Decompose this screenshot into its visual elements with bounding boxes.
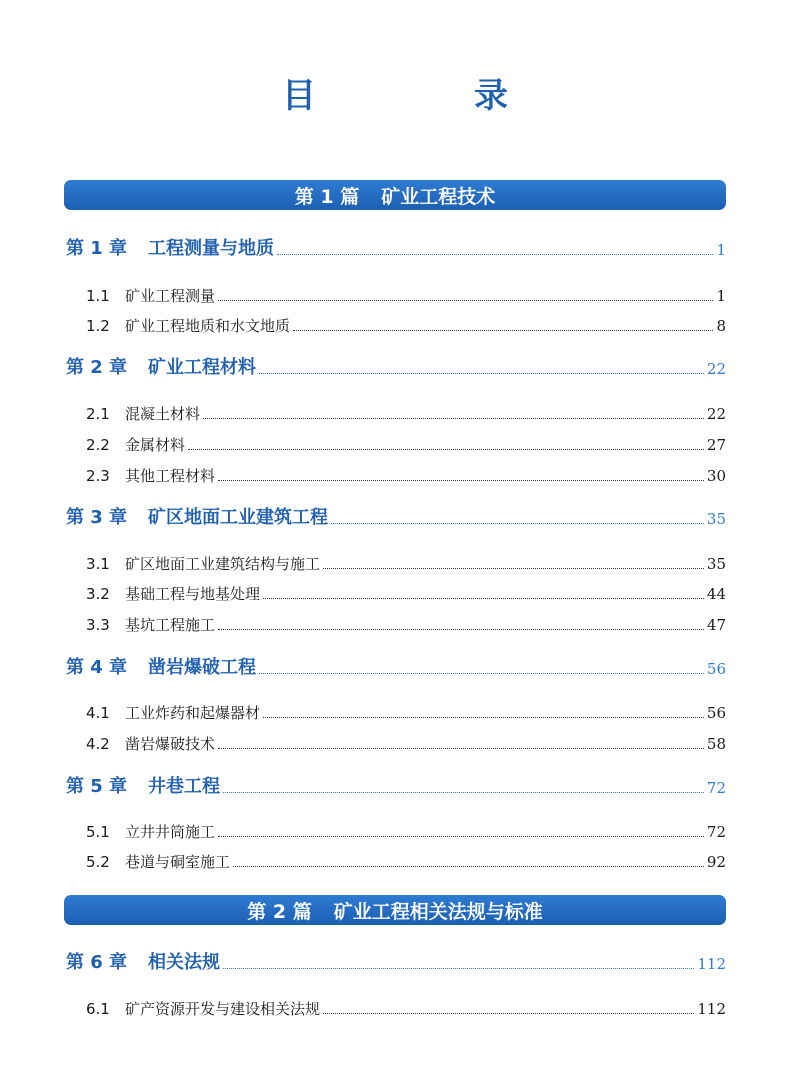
part-number: 第 2 篇 (247, 900, 312, 923)
dot-leader (223, 792, 704, 793)
part-title: 矿业工程技术 (381, 185, 496, 208)
section-page: 22 (706, 405, 726, 423)
toc-chapter-row[interactable] (0, 774, 790, 798)
dot-leader (218, 836, 704, 837)
chapter-number: 第 2 章 (66, 357, 128, 378)
section-number: 2.2 (86, 436, 110, 454)
dot-leader (223, 968, 694, 969)
section-title: 立井井筒施工 (125, 823, 216, 841)
section-page: 30 (706, 467, 726, 485)
dot-leader (263, 598, 704, 599)
section-page: 112 (697, 1000, 726, 1018)
part-title: 矿业工程相关法规与标准 (333, 900, 543, 923)
toc-section-row[interactable] (0, 312, 790, 336)
toc-section-row[interactable] (0, 699, 790, 723)
chapter-number: 第 6 章 (66, 952, 128, 973)
dot-leader (218, 748, 704, 749)
dot-leader (259, 673, 704, 674)
part-number: 第 1 篇 (294, 185, 360, 208)
toc-section-row[interactable] (0, 431, 790, 455)
part-header (64, 180, 726, 210)
toc-section-row[interactable] (0, 730, 790, 754)
chapter-page: 35 (706, 510, 726, 528)
chapter-title: 井巷工程 (148, 776, 220, 797)
dot-leader (218, 300, 713, 301)
section-page: 27 (706, 436, 726, 454)
toc-section-row[interactable] (0, 550, 790, 574)
chapter-number: 第 5 章 (66, 776, 128, 797)
chapter-number: 第 1 章 (66, 238, 128, 259)
toc-section-row[interactable] (0, 462, 790, 486)
section-number: 5.2 (86, 853, 110, 871)
chapter-page: 1 (716, 241, 726, 259)
dot-leader (259, 373, 704, 374)
chapter-title: 矿业工程材料 (148, 357, 256, 378)
chapter-number: 第 3 章 (66, 507, 128, 528)
section-number: 3.3 (86, 616, 110, 634)
chapter-page: 56 (706, 660, 726, 678)
section-title: 其他工程材料 (125, 467, 216, 485)
dot-leader (203, 418, 704, 419)
section-page: 56 (706, 704, 726, 722)
toc-section-row[interactable] (0, 580, 790, 604)
dot-leader (218, 629, 704, 630)
section-page: 35 (706, 555, 726, 573)
dot-leader (277, 254, 713, 255)
section-number: 3.1 (86, 555, 110, 573)
section-number: 5.1 (86, 823, 110, 841)
chapter-page: 112 (697, 955, 726, 973)
section-page: 1 (716, 287, 726, 305)
section-number: 2.1 (86, 405, 110, 423)
section-title: 巷道与硐室施工 (125, 853, 231, 871)
dot-leader (331, 523, 704, 524)
section-title: 基础工程与地基处理 (125, 585, 261, 603)
section-number: 6.1 (86, 1000, 110, 1018)
toc-section-row[interactable] (0, 400, 790, 424)
section-number: 4.2 (86, 735, 110, 753)
section-title: 混凝土材料 (125, 405, 201, 423)
section-number: 2.3 (86, 467, 110, 485)
section-page: 92 (706, 853, 726, 871)
section-number: 1.1 (86, 287, 110, 305)
toc-chapter-row[interactable] (0, 655, 790, 679)
section-title: 矿产资源开发与建设相关法规 (125, 1000, 321, 1018)
dot-leader (218, 480, 704, 481)
dot-leader (263, 717, 704, 718)
chapter-title: 相关法规 (148, 952, 220, 973)
chapter-page: 72 (706, 779, 726, 797)
toc-chapter-row[interactable] (0, 355, 790, 379)
toc-section-row[interactable] (0, 282, 790, 306)
toc-chapter-row[interactable] (0, 505, 790, 529)
dot-leader (323, 568, 704, 569)
section-page: 44 (706, 585, 726, 603)
chapter-title: 凿岩爆破工程 (148, 657, 256, 678)
toc-section-row[interactable] (0, 611, 790, 635)
chapter-title: 工程测量与地质 (148, 238, 274, 259)
section-page: 58 (706, 735, 726, 753)
chapter-number: 第 4 章 (66, 657, 128, 678)
toc-chapter-row[interactable] (0, 950, 790, 974)
section-title: 矿区地面工业建筑结构与施工 (125, 555, 321, 573)
section-number: 4.1 (86, 704, 110, 722)
section-page: 8 (716, 317, 726, 335)
page-title: 目 录 (282, 76, 570, 116)
part-header (64, 895, 726, 925)
chapter-title: 矿区地面工业建筑工程 (148, 507, 328, 528)
dot-leader (293, 330, 713, 331)
section-title: 金属材料 (125, 436, 186, 454)
section-page: 47 (706, 616, 726, 634)
chapter-page: 22 (706, 360, 726, 378)
dot-leader (323, 1013, 694, 1014)
section-title: 矿业工程地质和水文地质 (125, 317, 291, 335)
toc-section-row[interactable] (0, 995, 790, 1019)
section-title: 工业炸药和起爆器材 (125, 704, 261, 722)
section-title: 矿业工程测量 (125, 287, 216, 305)
dot-leader (233, 866, 704, 867)
dot-leader (188, 449, 704, 450)
toc-section-row[interactable] (0, 818, 790, 842)
toc-section-row[interactable] (0, 848, 790, 872)
section-number: 3.2 (86, 585, 110, 603)
section-title: 凿岩爆破技术 (125, 735, 216, 753)
section-title: 基坑工程施工 (125, 616, 216, 634)
section-page: 72 (706, 823, 726, 841)
section-number: 1.2 (86, 317, 110, 335)
toc-chapter-row[interactable] (0, 236, 790, 260)
